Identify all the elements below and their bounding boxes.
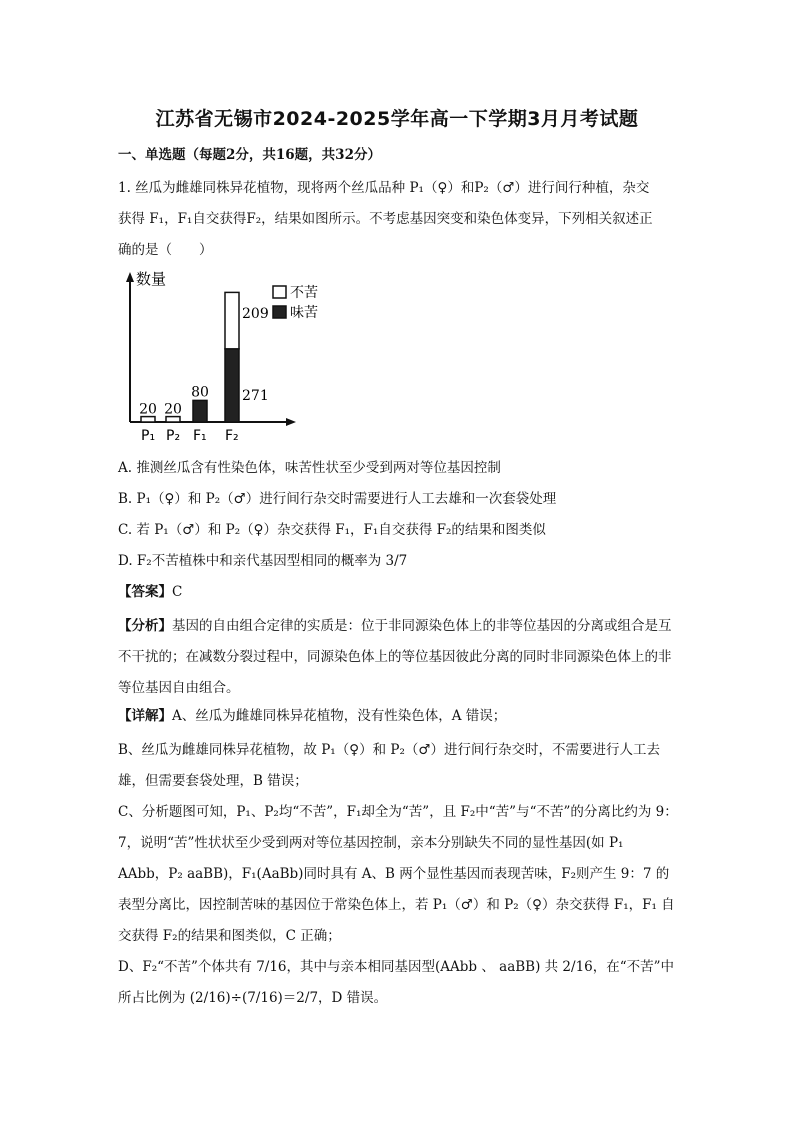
detail-d: D、F₂“不苦”个体共有 7/16，其中与亲本相同基因型(AAbb 、 aaBB) 共 2/16，在“不苦”中所占比例为 (2/16)÷(7/16)＝2/7，D 错误。 [118,959,675,1006]
y-axis-label: 数量 [136,270,167,288]
analysis-tag: 【分析】 [118,618,172,634]
data-label-3: 209 [242,305,269,322]
detail-a-text: A、丝瓜为雌雄同株异花植物，没有性染色体，A 错误； [172,708,507,724]
tick-label-0: P₁ [141,428,156,444]
analysis-text: 基因的自由组合定律的实质是：位于非同源染色体上的非等位基因的分离或组合是互不干扰的；在减数分裂过程中，同源染色体上的等位基因彼此分离的同时非同源染色体上的非等位基因自由组合。 [118,618,672,696]
legend-label-bitter: 味苦 [290,305,318,321]
option-d: D. F₂不苦植株中和亲代基因型相同的概率为 3/7 [118,553,408,569]
question-line-1: 1. 丝瓜为雌雄同株异花植物，现将两个丝瓜品种 P₁（♀）和P₂（♂）进行间行种植，杂交 [118,180,650,196]
tick-label-1: P₂ [166,428,181,444]
bar-bitter-2 [193,400,207,422]
analysis [118,611,678,704]
tick-label-2: F₁ [193,428,207,444]
detail-a [118,704,506,724]
answer-tag: 【答案】 [118,584,172,600]
bar-chart [118,268,348,448]
page-title: 江苏省无锡市2024-2025学年高一下学期3月月考试题 [155,108,639,130]
detail-b: B、丝瓜为雌雄同株异花植物，故 P₁（♀）和 P₂（♂）进行间行杂交时，不需要进行人工去雄，但需要套袋处理，B 错误； [118,742,660,789]
bar-bitter-3 [225,349,239,422]
data-label-1: 20 [164,401,182,418]
data-label-4: 271 [242,388,269,405]
section-heading: 一、单选题（每题2分，共16题，共32分） [118,147,381,163]
question-line-2: 获得 F₁，F₁自交获得F₂，结果如图所示。不考虑基因突变和染色体变异，下列相关叙述正 [118,211,653,227]
answer-text: C [172,584,183,600]
detail-c: C、分析题图可知，P₁、P₂均“不苦”，F₁却全为“苦”，且 F₂中“苦”与“不苦”的分离比约为 9：7，说明“苦”性状状至少受到两对等位基因控制，亲本分别缺失不同的显性基因(如 P₁ AAbb，P₂ aaBB)，F₁(AaBb)同时具有 A、B 两个显性基因而表现苦味，F₂则产生 9：7 的表型分离比，因控制苦味的基因位于常染色体上，若 P₁（♂）和 P₂（♀）杂交获得 F₁，F₁ 自交获得 F₂的结果和图类似，C 正确； [118,804,678,944]
option-a: A. 推测丝瓜含有性染色体，味苦性状至少受到两对等位基因控制 [118,460,501,476]
tick-label-3: F₂ [225,428,239,444]
x-axis-arrow-icon [286,418,296,426]
data-label-0: 20 [139,401,157,418]
detail-tag: 【详解】 [118,708,172,724]
answer [118,580,182,600]
y-axis-arrow-icon [126,272,134,282]
data-label-2: 80 [191,384,209,401]
legend-label-not-bitter: 不苦 [290,285,318,301]
option-c: C. 若 P₁（♂）和 P₂（♀）杂交获得 F₁，F₁自交获得 F₂的结果和图类似 [118,522,546,538]
legend-swatch-bitter [273,306,286,318]
option-b: B. P₁（♀）和 P₂（♂）进行间行杂交时需要进行人工去雄和一次套袋处理 [118,491,557,507]
question-line-3: 确的是（ ） [118,242,213,258]
legend-swatch-not-bitter [273,286,286,298]
bar-not-bitter-3 [225,292,239,348]
